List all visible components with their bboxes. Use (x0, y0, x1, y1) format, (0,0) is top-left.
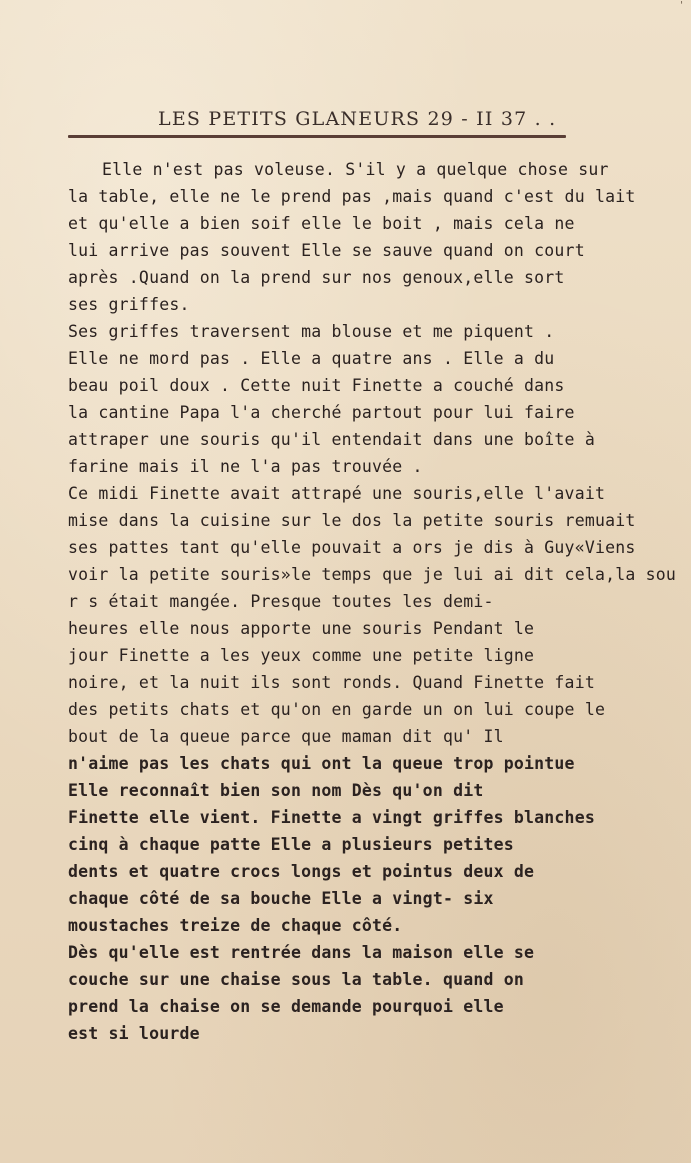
text-line: des petits chats et qu'on en garde un on lui coupe le (68, 700, 606, 719)
text-line: n'aime pas les chats qui ont la queue trop pointue (68, 754, 575, 773)
text-line: Ses griffes traversent ma blouse et me piquent . (68, 322, 555, 341)
text-line: dents et quatre crocs longs et pointus deux de (68, 862, 535, 881)
text-line: Elle n'est pas voleuse. S'il y a quelque chose sur (102, 160, 609, 179)
text-line: r s était mangée. Presque toutes les demi- (68, 592, 494, 611)
text-line: Dès qu'elle est rentrée dans la maison elle se (68, 943, 535, 962)
header-rule (68, 135, 566, 138)
text-line: attraper une souris qu'il entendait dans une boîte à (68, 430, 595, 449)
text-line: cinq à chaque patte Elle a plusieurs petites (68, 835, 514, 854)
text-line: heures elle nous apporte une souris Pendant le (68, 619, 535, 638)
text-line: et qu'elle a bien soif elle le boit , mais cela ne (68, 214, 575, 233)
text-line: farine mais il ne l'a pas trouvée . (68, 457, 423, 476)
text-line: bout de la queue parce que maman dit qu' Il (68, 727, 504, 746)
text-line: Elle reconnaît bien son nom Dès qu'on dit (68, 781, 484, 800)
text-line: ses pattes tant qu'elle pouvait a ors je dis à Guy«Viens (68, 538, 636, 557)
text-line: lui arrive pas souvent Elle se sauve quand on court (68, 241, 585, 260)
text-line: Elle ne mord pas . Elle a quatre ans . Elle a du (68, 349, 555, 368)
text-line: est si lourde (68, 1024, 200, 1043)
text-line: chaque côté de sa bouche Elle a vingt- six (68, 889, 494, 908)
corner-mark: ' (680, 0, 683, 11)
text-line: ses griffes. (68, 295, 190, 314)
text-line: beau poil doux . Cette nuit Finette a couché dans (68, 376, 565, 395)
text-line: Ce midi Finette avait attrapé une souris,elle l'avait (68, 484, 606, 503)
text-line: mise dans la cuisine sur le dos la petite souris remuait (68, 511, 636, 530)
text-line: après .Quand on la prend sur nos genoux,elle sort (68, 268, 565, 287)
text-line: voir la petite souris»le temps que je lui ai dit cela,la sou (68, 565, 677, 584)
text-line: jour Finette a les yeux comme une petite ligne (68, 646, 535, 665)
page-header: LES PETITS GLANEURS 29 - II 37 . . (158, 108, 557, 130)
text-line: Finette elle vient. Finette a vingt griffes blanches (68, 808, 595, 827)
text-line: moustaches treize de chaque côté. (68, 916, 403, 935)
text-line: noire, et la nuit ils sont ronds. Quand Finette fait (68, 673, 595, 692)
body-text (68, 156, 677, 1047)
text-line: la table, elle ne le prend pas ,mais quand c'est du lait (68, 187, 636, 206)
text-line: couche sur une chaise sous la table. quand on (68, 970, 525, 989)
text-line: la cantine Papa l'a cherché partout pour lui faire (68, 403, 575, 422)
text-line: prend la chaise on se demande pourquoi elle (68, 997, 504, 1016)
